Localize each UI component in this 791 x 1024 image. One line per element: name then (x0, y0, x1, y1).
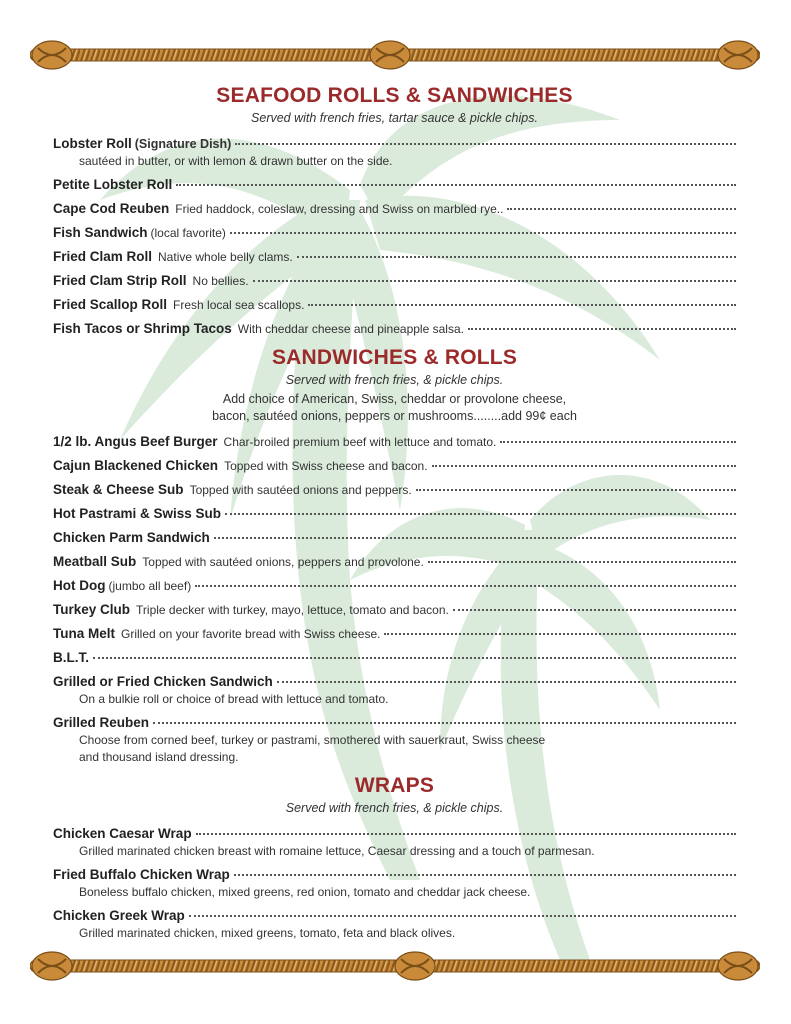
menu-item (53, 907, 736, 942)
item-description: Fried haddock, coleslaw, dressing and Swiss on marbled rye.. (175, 202, 504, 216)
dot-leader (384, 632, 736, 635)
item-name: Fried Buffalo Chicken Wrap (53, 867, 230, 882)
dot-leader (195, 584, 736, 587)
item-description: Char-broiled premium beef with lettuce and tomato. (223, 435, 497, 449)
item-description: Topped with sautéed onions and peppers. (189, 483, 412, 497)
dot-leader (189, 914, 736, 917)
section-wraps (53, 772, 736, 942)
section-subtitle: Served with french fries, tartar sauce & pickle chips. (251, 111, 538, 125)
item-name: Tuna Melt (53, 626, 115, 641)
item-name: Chicken Parm Sandwich (53, 530, 210, 545)
menu-item (53, 673, 736, 708)
dot-leader (507, 207, 736, 210)
dot-leader (432, 464, 736, 467)
menu-content (53, 82, 736, 948)
menu-item (53, 529, 736, 547)
menu-item (53, 272, 736, 290)
menu-item (53, 601, 736, 619)
item-name: Chicken Greek Wrap (53, 908, 185, 923)
dot-leader (308, 303, 736, 306)
menu-item (53, 433, 736, 451)
dot-leader (176, 183, 736, 186)
dot-leader (225, 512, 736, 515)
item-name: Fried Clam Strip Roll (53, 273, 187, 288)
item-subline: Grilled marinated chicken, mixed greens, tomato, feta and black olives. (79, 926, 456, 940)
menu-item (53, 135, 736, 170)
section-seafood (53, 82, 736, 338)
item-description: Native whole belly clams. (158, 250, 293, 264)
item-name: Meatball Sub (53, 554, 137, 569)
menu-item (53, 825, 736, 860)
note-line: Add choice of American, Swiss, cheddar or provolone cheese, (222, 392, 567, 406)
section-title: SANDWICHES & ROLLS (271, 346, 518, 369)
section-note (53, 391, 736, 425)
dot-leader (277, 680, 736, 683)
item-description: Topped with sautéed onions, peppers and provolone. (142, 555, 424, 569)
menu-item (53, 248, 736, 266)
menu-item (53, 224, 736, 242)
menu-item (53, 553, 736, 571)
menu-item (53, 176, 736, 194)
dot-leader (500, 440, 736, 443)
item-name: Steak & Cheese Sub (53, 482, 184, 497)
section-subtitle: Served with french fries, & pickle chips. (285, 801, 504, 815)
item-name: Lobster Roll (53, 136, 132, 151)
item-name: Cape Cod Reuben (53, 201, 170, 216)
item-name: Chicken Caesar Wrap (53, 826, 192, 841)
item-aside: (jumbo all beef) (108, 579, 192, 593)
item-name: Turkey Club (53, 602, 131, 617)
section-subtitle: Served with french fries, & pickle chips. (285, 373, 504, 387)
item-name: Grilled or Fried Chicken Sandwich (53, 674, 273, 689)
item-name: Fried Clam Roll (53, 249, 153, 264)
dot-leader (230, 231, 736, 234)
dot-leader (196, 832, 736, 835)
item-name: Hot Pastrami & Swiss Sub (53, 506, 222, 521)
dot-leader (235, 142, 736, 145)
note-line: bacon, sautéed onions, peppers or mushrooms........add 99¢ each (212, 409, 577, 423)
menu-item (53, 505, 736, 523)
item-description: Grilled on your favorite bread with Swiss cheese. (121, 627, 381, 641)
menu-item (53, 200, 736, 218)
dot-leader (297, 255, 736, 258)
item-description: Topped with Swiss cheese and bacon. (224, 459, 428, 473)
dot-leader (253, 279, 736, 282)
dot-leader (428, 560, 736, 563)
section-title: WRAPS (354, 774, 435, 797)
menu-item (53, 714, 736, 766)
section-sandwiches (53, 344, 736, 766)
item-name: Fish Tacos or Shrimp Tacos (53, 321, 232, 336)
item-name: 1/2 lb. Angus Beef Burger (53, 434, 218, 449)
menu-item (53, 625, 736, 643)
dot-leader (234, 873, 736, 876)
item-name: Grilled Reuben (53, 715, 150, 730)
item-aside: (local favorite) (150, 226, 226, 240)
item-description: With cheddar cheese and pineapple salsa. (237, 322, 464, 336)
dot-leader (468, 327, 736, 330)
item-description: No bellies. (192, 274, 249, 288)
item-description: Fresh local sea scallops. (173, 298, 305, 312)
dot-leader (214, 536, 736, 539)
menu-item (53, 320, 736, 338)
item-name: Fried Scallop Roll (53, 297, 168, 312)
menu-item (53, 577, 736, 595)
item-aside: (Signature Dish) (134, 137, 232, 151)
menu-item (53, 481, 736, 499)
menu-item (53, 296, 736, 314)
item-description: Triple decker with turkey, mayo, lettuce, tomato and bacon. (136, 603, 449, 617)
item-name: Fish Sandwich (53, 225, 148, 240)
dot-leader (453, 608, 736, 611)
item-name: Cajun Blackened Chicken (53, 458, 219, 473)
dot-leader (93, 656, 736, 659)
item-subline: Grilled marinated chicken breast with romaine lettuce, Caesar dressing and a touch of parmesan. (79, 844, 595, 858)
item-name: Hot Dog (53, 578, 106, 593)
menu-item (53, 457, 736, 475)
item-subline: Boneless buffalo chicken, mixed greens, red onion, tomato and cheddar jack cheese. (79, 885, 531, 899)
menu-item (53, 866, 736, 901)
dot-leader (416, 488, 736, 491)
item-subline: and thousand island dressing. (79, 750, 239, 764)
item-name: Petite Lobster Roll (53, 177, 173, 192)
item-subline: On a bulkie roll or choice of bread with lettuce and tomato. (79, 692, 389, 706)
section-title: SEAFOOD ROLLS & SANDWICHES (216, 84, 573, 107)
item-subline: Choose from corned beef, turkey or pastrami, smothered with sauerkraut, Swiss cheese (79, 733, 546, 747)
rope-border-bottom-icon (30, 951, 760, 981)
menu-item (53, 649, 736, 667)
dot-leader (153, 721, 736, 724)
item-subline: sautéed in butter, or with lemon & drawn butter on the side. (79, 154, 393, 168)
item-name: B.L.T. (53, 650, 89, 665)
